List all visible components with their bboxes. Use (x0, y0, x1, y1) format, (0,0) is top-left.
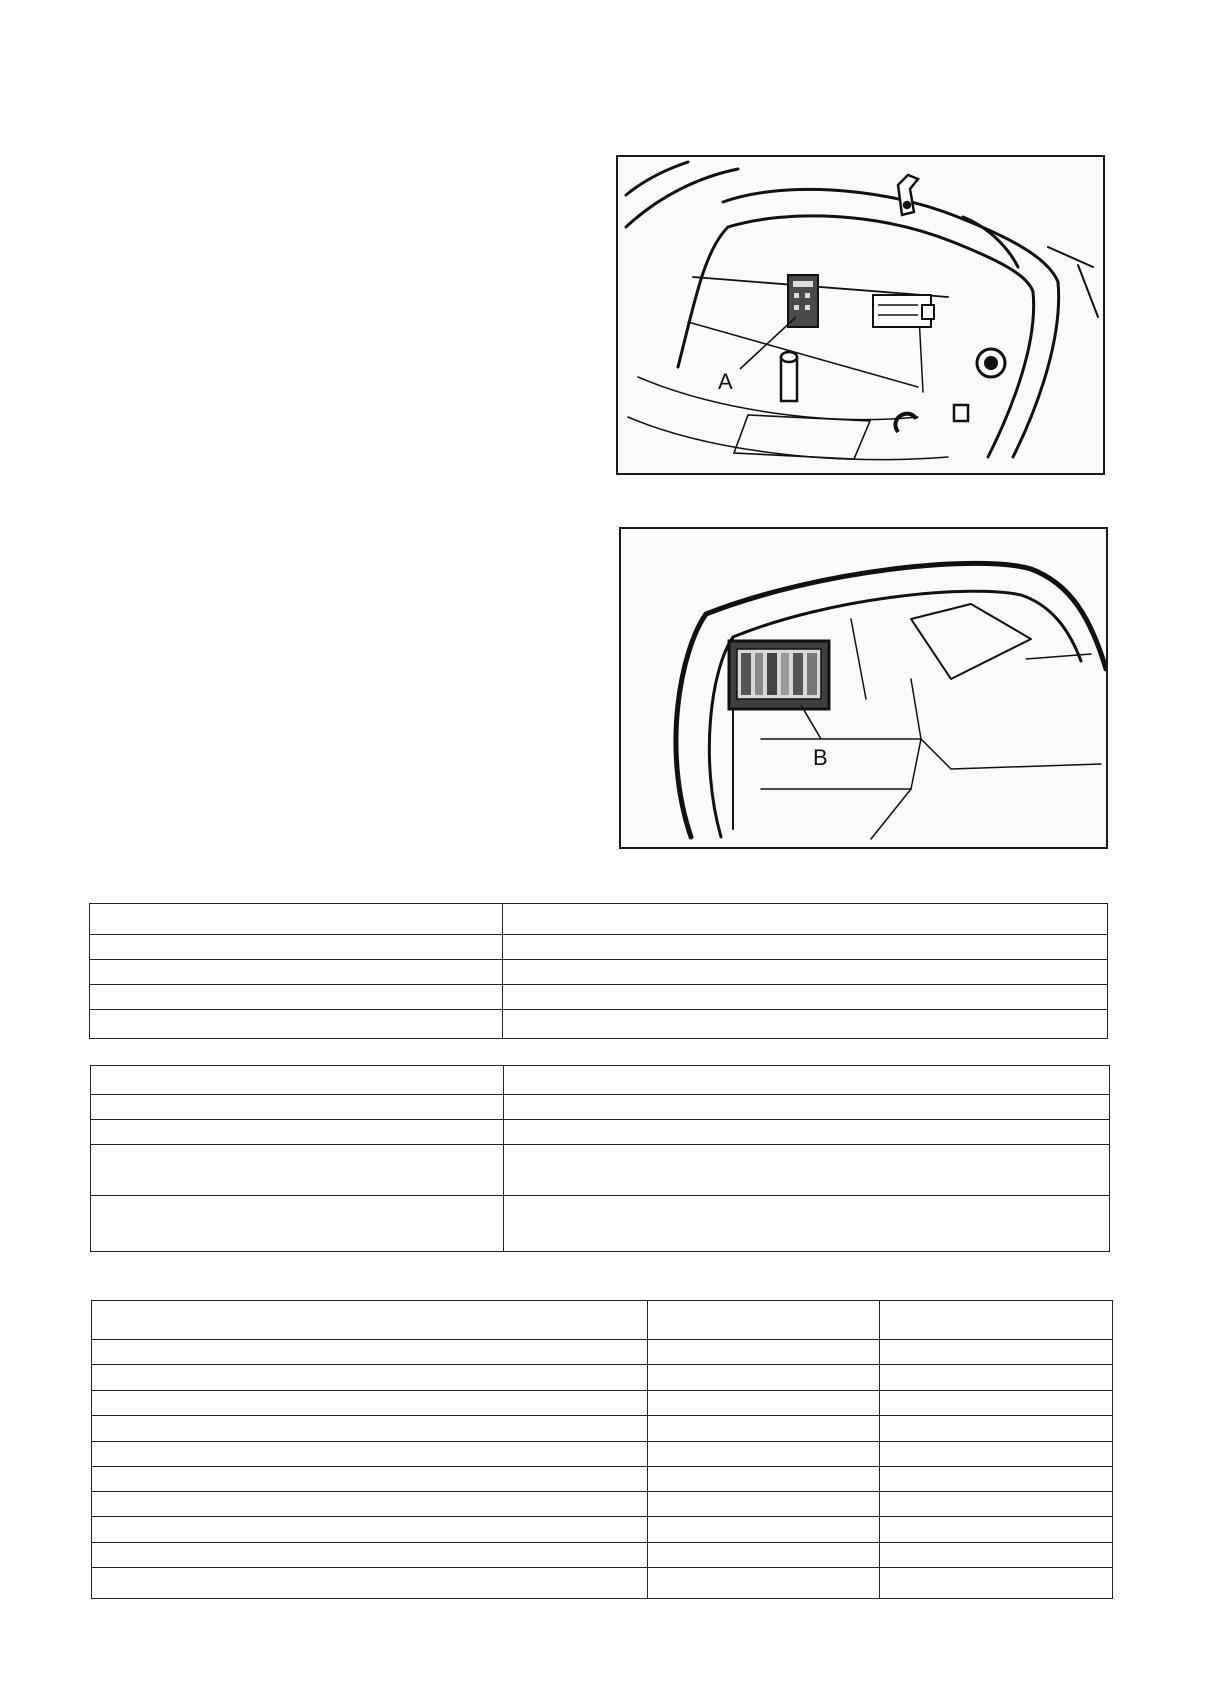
table-row (90, 935, 1108, 960)
table-cell (648, 1365, 880, 1391)
table-cell (90, 904, 503, 935)
table-row (91, 1095, 1110, 1120)
table-cell (91, 1095, 504, 1120)
table-cell (504, 1066, 1110, 1095)
table-cell (880, 1301, 1113, 1340)
table-cell (90, 935, 503, 960)
table-cell (92, 1517, 648, 1543)
table-row (92, 1365, 1113, 1391)
table-cell (92, 1492, 648, 1517)
table-cell (648, 1467, 880, 1492)
fuse-box-b-icon (729, 641, 829, 709)
table-cell (91, 1120, 504, 1145)
table-cell (503, 904, 1108, 935)
table-cell (90, 1010, 503, 1039)
table-row (90, 960, 1108, 985)
table-cell (503, 985, 1108, 1010)
callout-label-b: B (813, 745, 828, 770)
table-cell (92, 1543, 648, 1568)
table-2 (90, 1065, 1110, 1252)
table-cell (880, 1543, 1113, 1568)
table-row (92, 1543, 1113, 1568)
table-cell (880, 1365, 1113, 1391)
table-row (90, 985, 1108, 1010)
table-cell (92, 1416, 648, 1442)
table-row (92, 1340, 1113, 1365)
table-row (91, 1145, 1110, 1196)
table-row (92, 1517, 1113, 1543)
table-1 (89, 903, 1108, 1039)
table-cell (648, 1492, 880, 1517)
table-cell (92, 1568, 648, 1599)
table-cell (92, 1442, 648, 1467)
table-cell (92, 1301, 648, 1340)
table-cell (91, 1196, 504, 1252)
table-cell (880, 1442, 1113, 1467)
table-cell (90, 960, 503, 985)
figure-fuse-box-b (619, 527, 1108, 849)
table-cell (503, 935, 1108, 960)
table-cell (880, 1340, 1113, 1365)
table-cell (880, 1492, 1113, 1517)
table-cell (880, 1568, 1113, 1599)
table-cell (880, 1416, 1113, 1442)
table-cell (880, 1517, 1113, 1543)
table-cell (503, 1010, 1108, 1039)
figure-fuse-box-a (616, 155, 1105, 475)
table-cell (92, 1467, 648, 1492)
illustration-dashboard-compartment (618, 157, 1103, 473)
table-cell (91, 1066, 504, 1095)
table-cell (504, 1145, 1110, 1196)
table-cell (92, 1365, 648, 1391)
table-row (92, 1416, 1113, 1442)
callout-label-a: A (718, 369, 733, 394)
table-row (92, 1442, 1113, 1467)
table-cell (504, 1196, 1110, 1252)
table-cell (90, 985, 503, 1010)
table-row (92, 1301, 1113, 1340)
table-row (91, 1196, 1110, 1252)
table-cell (503, 960, 1108, 985)
table-cell (648, 1568, 880, 1599)
table-cell (880, 1391, 1113, 1416)
table-cell (648, 1416, 880, 1442)
table-row (90, 904, 1108, 935)
table-row (92, 1391, 1113, 1416)
table-row (92, 1492, 1113, 1517)
table-row (92, 1467, 1113, 1492)
table-cell (92, 1391, 648, 1416)
table-cell (648, 1543, 880, 1568)
table-cell (648, 1517, 880, 1543)
table-row (91, 1066, 1110, 1095)
table-row (90, 1010, 1108, 1039)
illustration-glovebox (621, 529, 1106, 847)
table-cell (648, 1391, 880, 1416)
table-cell (504, 1120, 1110, 1145)
table-row (91, 1120, 1110, 1145)
table-cell (91, 1145, 504, 1196)
table-cell (504, 1095, 1110, 1120)
table-cell (880, 1467, 1113, 1492)
table-3 (91, 1300, 1113, 1599)
table-cell (92, 1340, 648, 1365)
table-cell (648, 1301, 880, 1340)
table-cell (648, 1340, 880, 1365)
table-row (92, 1568, 1113, 1599)
table-cell (648, 1442, 880, 1467)
